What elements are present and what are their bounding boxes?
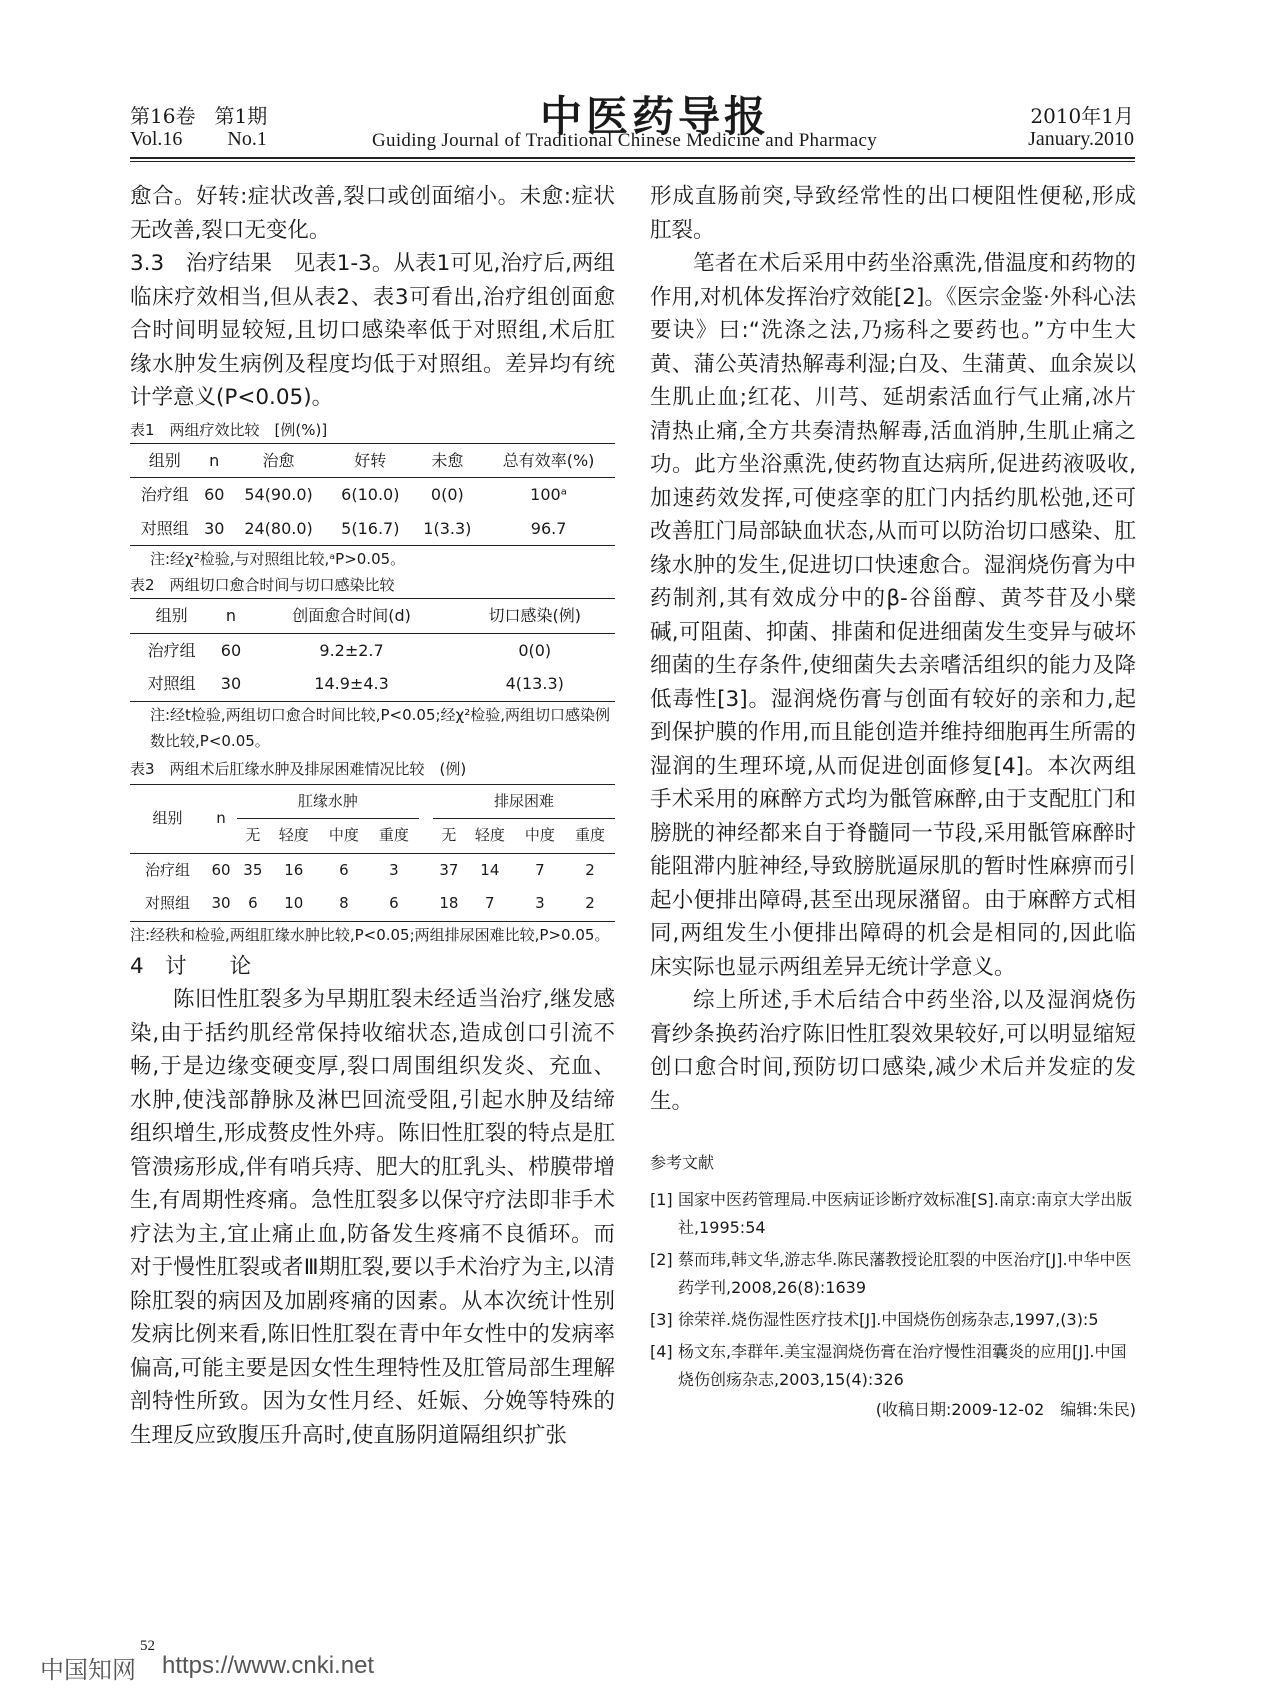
cell: 5(16.7) — [341, 518, 400, 538]
ref-number: [3] — [650, 1309, 673, 1329]
page-number: 52 — [140, 1638, 155, 1654]
right-column — [650, 180, 1136, 1424]
paragraph: 综上所述,手术后结合中药坐浴,以及湿润烧伤膏纱条换药治疗陈旧性肛裂效果较好,可以明显缩短创口愈合时间,预防切口感染,减少术后并发症的发生。 — [650, 988, 1136, 1114]
cell: 对照组 — [147, 674, 196, 693]
cell: 18 — [439, 894, 459, 912]
cell: 24(80.0) — [244, 518, 313, 538]
cell: 治疗组 — [145, 860, 191, 879]
cell: 96.7 — [530, 518, 567, 538]
table2 — [130, 598, 615, 702]
cell: 14.9±4.3 — [314, 674, 389, 693]
table2-caption: 表2 两组切口愈合时间与切口感染比较 — [130, 576, 395, 594]
th: 总有效率(%) — [502, 450, 595, 470]
cell: 35 — [243, 860, 263, 879]
cell: 30 — [220, 674, 242, 693]
table1 — [130, 443, 615, 547]
header-rule — [130, 157, 1135, 159]
th: 好转 — [354, 450, 387, 470]
cell: 7 — [485, 894, 495, 912]
cell: 10 — [284, 894, 304, 912]
ref-number: [2] — [650, 1249, 673, 1269]
th: 治愈 — [262, 450, 295, 470]
cell: 3 — [389, 860, 399, 879]
ref-number: [4] — [650, 1341, 673, 1361]
cell: 37 — [439, 860, 459, 879]
cell: 0(0) — [430, 485, 464, 504]
cell: 6(10.0) — [341, 485, 400, 504]
paragraph: 愈合。好转:症状改善,裂口或创面缩小。未愈:症状无改善,裂口无变化。 — [130, 184, 615, 243]
reference-item — [650, 1186, 1136, 1242]
cell: 7 — [535, 860, 545, 879]
cell: 6 — [248, 894, 258, 912]
th: 无 — [245, 826, 261, 844]
ref-text: 国家中医药管理局.中医病证诊断疗效标准[S].南京:南京大学出版社,1995:54 — [678, 1189, 1133, 1237]
table1-note: 注:经χ²检验,与对照组比较,ᵃP>0.05。 — [150, 550, 406, 568]
section-4-heading: 4 讨 论 — [130, 953, 252, 979]
cell: 16 — [284, 860, 304, 879]
th: 创面愈合时间(d) — [292, 606, 411, 625]
th: 轻度 — [278, 826, 309, 844]
th: 切口感染(例) — [488, 606, 581, 625]
cell: 治疗组 — [147, 640, 196, 660]
cell: 3 — [535, 894, 545, 912]
paragraph: 笔者在术后采用中药坐浴熏洗,借温度和药物的作用,对机体发挥治疗效能[2]。《医宗金鉴·外科心法要诀》曰:“洗涤之法,乃疡科之要药也。”方中生大黄、蒲公英清热解毒利湿;白及、生蒲黄、血余炭以生肌止血;红花、川芎、延胡索活血行气止痛,冰片清热止痛,全方共奏清热解毒,活血消肿,生肌止痛之功。此方坐浴熏洗,使药物直达病所,促进药液吸收,加速药效发挥,可使痉挛的肛门内括约肌松弛,还可改善肛门局部缺血状态,从而可以防治切口感染、肛缘水肿的发生,促进切口快速愈合。湿润烧伤膏为中药制剂,其有效成分中的β-谷甾醇、黄芩苷及小檗碱,可阻菌、抑菌、排菌和促进细菌发生变异与破坏细菌的生存条件,使细菌失去亲嗜活组织的能力及降低毒性[3]。湿润烧伤膏与创面有较好的亲和力,起到保护膜的作用,而且能创造并维持细胞再生所需的湿润的生理环境,从而促进创面修复[4]。本次两组手术采用的麻醉方式均为骶管麻醉,由于支配肛门和膀胱的神经都来自于脊髓同一节段,采用骶管麻醉时能阻滞内脏神经,导致膀胱逼尿肌的暂时性麻痹而引起小便排出障碍,甚至出现尿潴留。由于麻醉方式相同,两组发生小便排出障碍的机会是相同的,因此临床实际也显示两组差异无统计学意义。 — [650, 251, 1136, 980]
th: 肛缘水肿 — [237, 784, 419, 819]
cell: 30 — [204, 518, 225, 538]
cell: 1(3.3) — [423, 518, 472, 538]
cnki-logo: 中国知网 — [40, 1656, 136, 1684]
left-column — [130, 180, 615, 1452]
cell: 6 — [389, 894, 399, 912]
cell: 2 — [585, 894, 595, 912]
table1-caption: 表1 两组疗效比较 [例(%)] — [130, 420, 328, 439]
th: 中度 — [328, 826, 359, 844]
journal-title-cn: 中医药导报 — [540, 92, 771, 141]
table-row — [130, 512, 615, 546]
th: 组别 — [155, 606, 188, 625]
table-row — [130, 478, 615, 512]
th: 组别 — [148, 450, 181, 470]
table2-note: 注:经t检验,两组切口愈合时间比较,P<0.05;经χ²检验,两组切口感染例数比较,P<0.05。 — [150, 705, 610, 750]
th: n — [209, 450, 220, 470]
cell: 0(0) — [518, 640, 552, 660]
ref-text: 徐荣祥.烧伤湿性医疗技术[J].中国烧伤创疡杂志,1997,(3):5 — [678, 1309, 1099, 1329]
ref-text: 杨文东,李群年.美宝湿润烧伤膏在治疗慢性泪囊炎的应用[J].中国烧伤创疡杂志,2003,15(4):326 — [678, 1341, 1127, 1389]
th: 轻度 — [474, 826, 505, 844]
th: n — [225, 606, 237, 625]
received-date: (收稿日期:2009-12-02 编辑:朱民) — [875, 1399, 1136, 1419]
th: n — [216, 808, 226, 827]
ref-text: 蔡而玮,韩文华,游志华.陈民藩教授论肛裂的中医治疗[J].中华中医药学刊,2008,26(8):1639 — [678, 1249, 1132, 1297]
date-en: January.2010 — [1028, 128, 1134, 150]
th: 排尿困难 — [433, 784, 615, 819]
cell: 54(90.0) — [244, 485, 313, 504]
cell: 6 — [339, 860, 349, 879]
th: 组别 — [152, 808, 183, 827]
cell: 9.2±2.7 — [319, 640, 384, 660]
table-row — [130, 887, 615, 921]
table-row — [130, 853, 615, 887]
cell: 2 — [585, 860, 595, 879]
journal-title-en: Guiding Journal of Traditional Chinese Medicine and Pharmacy — [372, 130, 878, 151]
volume-en: Vol.16 No.1 — [130, 128, 267, 150]
table3-note: 注:经秩和检验,两组肛缘水肿比较,P<0.05;两组排尿困难比较,P>0.05。 — [130, 925, 610, 944]
cell: 60 — [204, 485, 225, 504]
paragraph: 陈旧性肛裂多为早期肛裂未经适当治疗,继发感染,由于括约肌经常保持收缩状态,造成创口引流不畅,于是边缘变硬变厚,裂口周围组织发炎、充血、水肿,使浅部静脉及淋巴回流受阻,引起水肿及结缔组织增生,形成赘皮性外痔。陈旧性肛裂的特点是肛管溃疡形成,伴有哨兵痔、肥大的肛乳头、栉膜带增生,有周期性疼痛。急性肛裂多以保守疗法即非手术疗法为主,宜止痛止血,防备发生疼痛不良循环。而对于慢性肛裂或者Ⅲ期肛裂,要以手术治疗为主,以清除肛裂的病因及加剧疼痛的因素。从本次统计性别发病比例来看,陈旧性肛裂在青中年女性中的发病率偏高,可能主要是因女性生理特性及肛管局部生理解剖特性所致。因为女性月经、妊娠、分娩等特殊的生理反应致腹压升高时,使直肠阴道隔组织扩张 — [130, 987, 615, 1448]
table3-caption: 表3 两组术后肛缘水肿及排尿困难情况比较 (例) — [130, 759, 467, 778]
cell: 60 — [220, 640, 242, 660]
th: 未愈 — [431, 450, 464, 470]
references-heading: 参考文献 — [650, 1153, 715, 1172]
table-row — [130, 633, 615, 667]
table3 — [130, 784, 615, 922]
reference-item — [650, 1306, 1136, 1334]
th: 重度 — [378, 826, 409, 844]
cell: 4(13.3) — [505, 674, 564, 693]
cell: 14 — [480, 860, 500, 879]
section-3-3: 3.3 治疗结果 见表1-3。从表1可见,治疗后,两组临床疗效相当,但从表2、表3可看出,治疗组创面愈合时间明显较短,且切口感染率低于对照组,术后肛缘水肿发生病例及程度均低于对照组。差异均有统计学意义(P<0.05)。 — [130, 251, 615, 410]
cell: 治疗组 — [140, 485, 189, 504]
cell: 30 — [211, 894, 231, 912]
th: 无 — [441, 826, 457, 844]
header-rule-thin — [130, 161, 1135, 162]
date-cn: 2010年1月 — [1030, 104, 1134, 128]
paragraph: 形成直肠前突,导致经常性的出口梗阻性便秘,形成肛裂。 — [650, 184, 1136, 243]
th: 中度 — [524, 826, 555, 844]
reference-item — [650, 1338, 1136, 1394]
cell: 100ᵃ — [530, 485, 567, 504]
cell: 8 — [339, 894, 349, 912]
th: 重度 — [574, 826, 605, 844]
cell: 60 — [211, 860, 231, 879]
cell: 对照组 — [145, 894, 191, 912]
cell: 对照组 — [140, 518, 189, 538]
cnki-url[interactable]: https://www.cnki.net — [162, 1652, 375, 1679]
volume-cn: 第16卷 第1期 — [130, 104, 268, 128]
ref-number: [1] — [650, 1189, 673, 1209]
table-row — [130, 667, 615, 701]
reference-item — [650, 1246, 1136, 1302]
